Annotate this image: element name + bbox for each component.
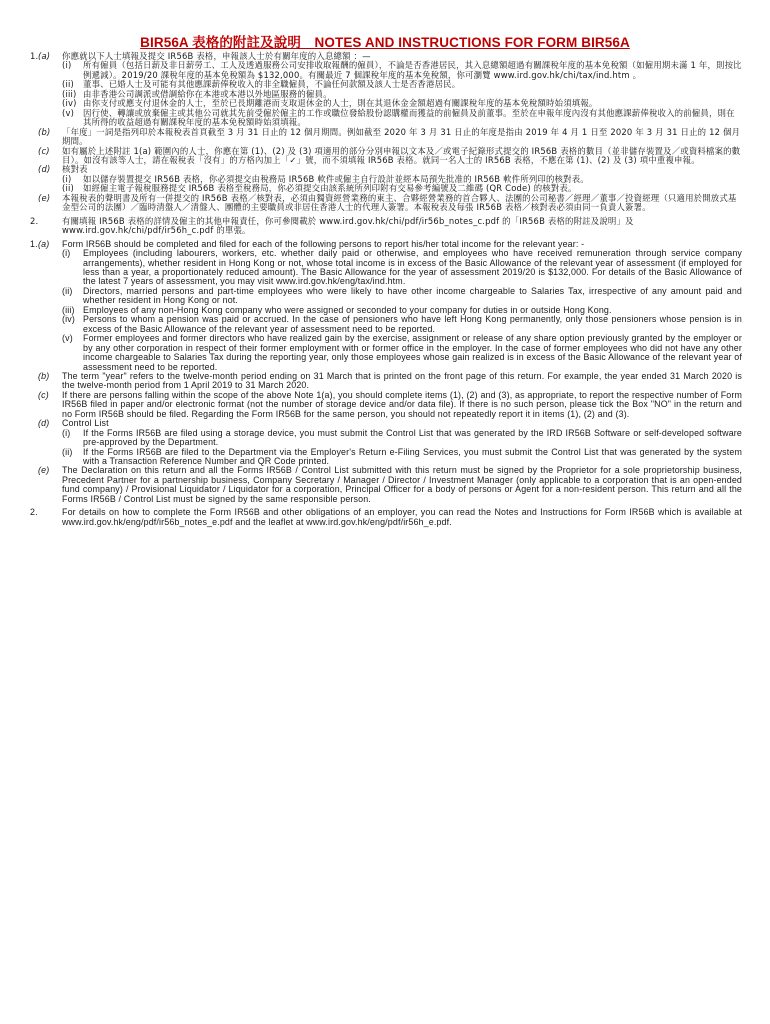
zh-note-2 (30, 217, 742, 236)
zh-note-number-1: 1. (30, 51, 39, 61)
zh-item-text: 董事、已婚人士及可能有其他應課薪俸稅收入的非全職僱員，不論任何款額及該人士是否香港居民。 (83, 79, 461, 90)
roman-label: (iii) (62, 304, 75, 315)
roman-label: (ii) (62, 79, 74, 90)
zh-item-text: 由你支付或應支付退休金的人士，至於已長期離港而支取退休金的人士，則在其退休金金額超過有關課稅年度的基本免稅額時始須填報。 (83, 98, 598, 109)
en-note-2-text: For details on how to complete the Form IR56B and other obligations of an employer, you can read the Notes and Instructions for Form IR56B which is available at www.ird.gov.hk/eng/pdf/ir56b_notes_e.pdf and the leaflet at www.ird.gov.hk/eng/pdf/ir56h_e.pdf. (62, 507, 742, 527)
en-note-1c (30, 391, 742, 419)
en-note-1c-text: If there are persons falling within the scope of the above Note 1(a), you should complete items (1), (2) and (3), as appropriate, to report the respective number of Form IR56B filed in paper and/or electronic format (not the number of storage device and/or data file). If there is no such person, please tick the Box "NO" in the return and no Form IR56B should be filed. Regarding the Form IR56B for the same person, you should not repeatedly report it in items (1), (2) and (3). (62, 389, 742, 419)
en-note-1b (30, 372, 742, 391)
page-title: BIR56A 表格的附註及說明 NOTES AND INSTRUCTIONS FOR FORM BIR56A (140, 35, 630, 50)
roman-label: (v) (62, 333, 73, 344)
zh-item-text: 所有僱員（包括日薪及非日薪勞工、工人及透過服務公司安排收取報酬的僱員），不論是否香港居民，其入息總額超過有關課稅年度的基本免稅額（如僱用期未滿 1 年，則按比例遞減）。2019/20 課稅年度的基本免稅額為 $132,000。有關最近 7 個課稅年度的基本免稅額，你可瀏覽 www.ird.gov.hk/chi/tax/ind.htm 。 (83, 60, 742, 80)
roman-label: (v) (62, 107, 75, 118)
roman-label: (ii) (62, 285, 73, 296)
zh-item-i (62, 61, 742, 80)
zh-note-1d-items (30, 175, 742, 194)
en-note-1b-text: The term "year" refers to the twelve-month period ending on 31 March that is printed on the front page of this return. For example, the year ended 31 March 2020 is the twelve-month period from 1 April 2019 to 31 March 2020. (62, 370, 742, 391)
roman-label: (iv) (62, 314, 75, 325)
en-note-number-2: 2. (30, 507, 38, 518)
en-item-v (62, 334, 742, 372)
roman-label: (i) (62, 427, 71, 438)
zh-note-1b-text: 「年度」一詞是指列印於本報稅表首頁截至 3 月 31 日止的 12 個月期間。例如截至 2020 年 3 月 31 日止的年度是指由 2019 年 4 月 1 日至 2020 年 3 月 31 日止的 12 個月期間。 (62, 126, 741, 147)
en-item-text: If the Forms IR56B are filed to the Department via the Employer's Return e-Filing Services, you must submit the Control List that was generated by the system with a Transaction Reference Number and QR Code printed. (83, 446, 742, 467)
zh-note-1e-text: 本報稅表的聲明書及所有一併提交的 IR56B 表格／核對表，必須由獨資經營業務的東主、合夥經營業務的首合夥人、法團的公司秘書／經理／董事／投資經理（只適用於開放式基金型公司的法團）／臨時清盤人／清盤人、團體的主要職員或非居住香港人士的代理人簽署。本報稅表及每張 IR56B 表格／核對表必須由同一負責人簽署。 (62, 192, 737, 213)
chinese-notes (30, 52, 742, 236)
en-note-1e-text: The Declaration on this return and all the Forms IR56B / Control List submitted with this return must be signed by the Proprietor for a sole proprietorship business, Precedent Partner for a partnership business, Company Secretary / Manager / Director / Investment Manager (only applicable to a corporation that is an open-ended fund company) / Provisional Liquidator / Liquidator for a corporation, Principal Officer for a body of persons or Agent for a non-resident person. This return and all the Forms IR56B / Control List must be signed by the same responsible person. (62, 465, 742, 504)
en-item-text: Employees of any non-Hong Kong company who were assigned or seconded to your company for duties in or outside Hong Kong. (83, 304, 612, 315)
en-note-1e (30, 466, 742, 504)
zh-letter-e: (e) (38, 192, 51, 203)
roman-label: (i) (62, 248, 71, 259)
zh-letter-b: (b) (38, 126, 51, 137)
zh-note-1c (30, 147, 742, 166)
zh-item-text: 因行使、轉讓或放棄僱主或其他公司就其先前受僱於僱主的工作或職位發給股份認購權而獲益的前僱員及前董事。至於在申報年度內沒有其他應課薪俸稅收入的前僱員，則在其所得的收益超過有關課稅年度的基本免稅額時始須填報。 (83, 107, 735, 128)
roman-label: (iv) (62, 98, 77, 109)
zh-letter-a: (a) (38, 51, 51, 61)
en-note-1a-items (30, 249, 742, 372)
en-item-text: Employees (including labourers, workers, etc. whether daily paid or otherwise, and employees who have received remuneration through service company arrangements), whether resident in Hong Kong or not, whose total income is in excess of the Basic Allowance of the relevant year of assessment (if employed for less than a year, a proportionately reduced amount). The Basic Allowance for the year of assessment 2019/20 is $132,000. For details of the Basic Allowance of the latest 7 years of assessment, you may visit www.ird.gov.hk/eng/tax/ind.htm. (83, 248, 742, 287)
zh-note-2-text: 有關填報 IR56B 表格的詳情及僱主的其他申報責任，你可參閱載於 www.ird.gov.hk/chi/pdf/ir56b_notes_c.pdf 的「IR56B 表格的附註及說明」及 www.ird.gov.hk/chi/pdf/ir56h_c.pdf 的單張。 (62, 215, 634, 236)
en-note-2 (30, 508, 742, 527)
en-item-text: Persons to whom a pension was paid or accrued. In the case of pensioners who have left Hong Kong permanently, only those pensioners whose pension is in excess of the Basic Allowance of the relevant year of assessment need to be reported. (83, 314, 742, 334)
notes-body (30, 52, 742, 531)
en-item-ii (62, 287, 742, 306)
roman-label: (ii) (62, 183, 74, 194)
zh-note-1d-text: 核對表 (62, 164, 88, 175)
en-letter-a: (a) (38, 238, 50, 249)
en-note-1d-text: Control List (62, 418, 109, 429)
zh-item-v (62, 109, 742, 128)
zh-item-text: 由非香港公司調派或借調給你在本港或本港以外地區服務的僱員。 (83, 88, 332, 99)
en-note-number-1: 1. (30, 238, 38, 249)
en-note-1a-text: Form IR56B should be completed and filed for each of the following persons to report his/her total income for the relevant year: - (62, 238, 585, 249)
zh-item-text: 如經僱主電子報稅服務提交 IR56B 表格至稅務局，你必須提交由該系統所列印附有交易參考編號及二維碼 (QR Code) 的核對表。 (83, 183, 577, 194)
en-d-item-ii (62, 448, 742, 467)
roman-label: (iii) (62, 88, 77, 99)
en-letter-c: (c) (38, 389, 49, 400)
roman-label: (i) (62, 60, 72, 71)
en-note-1d-items (30, 429, 742, 467)
roman-label: (i) (62, 173, 72, 184)
en-d-item-i (62, 429, 742, 448)
zh-letter-d: (d) (38, 164, 51, 175)
en-item-iv (62, 315, 742, 334)
en-item-text: Directors, married persons and part-time employees who were likely to have other income chargeable to Salaries Tax, irrespective of any amount paid and whether resident in Hong Kong or not. (83, 285, 742, 306)
zh-note-1b (30, 128, 742, 147)
english-notes (30, 240, 742, 528)
roman-label: (ii) (62, 446, 73, 457)
zh-note-1c-text: 如有屬於上述附註 1(a) 範圍內的人士，你應在第 (1)、(2) 及 (3) 項適用的部分分別申報以文本及／或電子紀錄形式提交的 IR56B 表格的數目（並非儲存裝置及／或資料檔案的數目）。如沒有該等人士，請在報稅表「沒有」的方格內加上「✓」號，而不須填報 IR56B 表格。就同一名人士的 IR56B 表格，不應在第 (1)、(2) 及 (3) 項中重複申報。 (62, 145, 741, 165)
en-letter-d: (d) (38, 418, 50, 429)
zh-note-1a-items (30, 61, 742, 127)
en-letter-e: (e) (38, 465, 50, 476)
zh-item-text: 如以儲存裝置提交 IR56B 表格，你必須提交由稅務局 IR56B 軟件或僱主自行設計並經本局預先批准的 IR56B 軟件所列印的核對表。 (83, 173, 589, 184)
zh-letter-c: (c) (38, 145, 50, 156)
zh-note-number-2: 2. (30, 215, 39, 226)
en-item-i (62, 249, 742, 287)
en-item-text: If the Forms IR56B are filed using a storage device, you must submit the Control List that was generated by the IRD IR56B Software or self-developed software pre-approved by the Department. (83, 427, 742, 448)
en-item-text: Former employees and former directors who have realized gain by the exercise, assignment or release of any share option previously granted by the employer or by any other corporation in respect of their former employment with or former office in the employer. In the case of former employees who did not have any other income chargeable to Salaries Tax during the reporting year, only those employees whose gain realized is in excess of the Basic Allowance of the relevant year of assessment need to be reported. (83, 333, 742, 372)
zh-note-1e (30, 194, 742, 213)
en-letter-b: (b) (38, 370, 50, 381)
zh-note-1a-text: 你應就以下人士填報及提交 IR56B 表格，申報該人士於有關年度的入息總額 ：— (62, 51, 371, 61)
